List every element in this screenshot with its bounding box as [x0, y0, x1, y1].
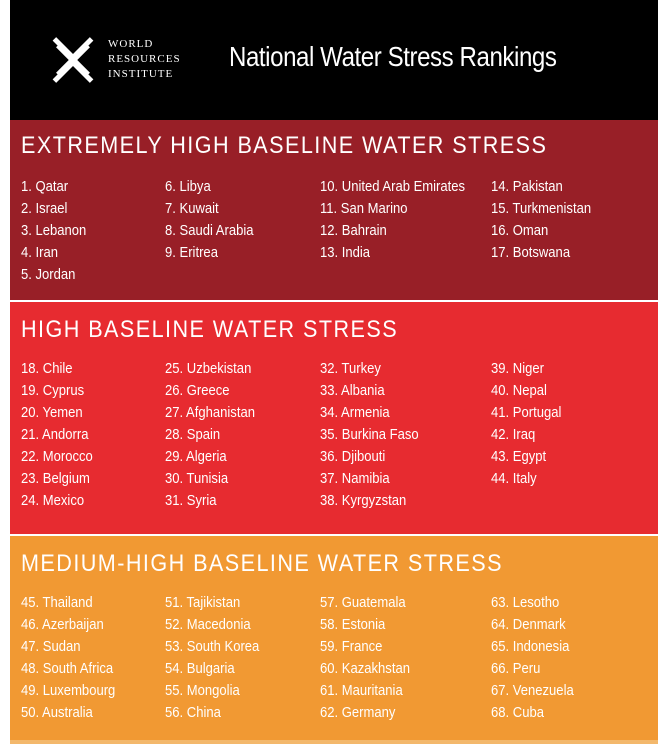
ranking-item: 42. Iraq [491, 427, 536, 443]
ranking-item: 8. Saudi Arabia [165, 223, 254, 239]
ranking-item: 47. Sudan [21, 639, 81, 655]
ranking-item: 60. Kazakhstan [320, 661, 410, 677]
ranking-item: 46. Azerbaijan [21, 617, 104, 633]
ranking-column [21, 358, 101, 512]
ranking-item: 62. Germany [320, 705, 396, 721]
ranking-item: 7. Kuwait [165, 201, 219, 217]
ranking-item: 16. Oman [491, 223, 549, 239]
wri-lattice-icon [48, 35, 98, 85]
ranking-item: 2. Israel [21, 201, 68, 217]
ranking-item: 41. Portugal [491, 405, 562, 421]
ranking-item: 36. Djibouti [320, 449, 386, 465]
ranking-item: 24. Mexico [21, 493, 85, 509]
ranking-item: 61. Mauritania [320, 683, 403, 699]
ranking-item: 27. Afghanistan [165, 405, 255, 421]
ranking-column [21, 592, 126, 724]
ranking-item: 52. Macedonia [165, 617, 251, 633]
ranking-item: 49. Luxembourg [21, 683, 116, 699]
logo-line: INSTITUTE [108, 68, 174, 80]
ranking-item: 44. Italy [491, 471, 537, 487]
section-title: HIGH BASELINE WATER STRESS [21, 316, 399, 343]
ranking-item: 67. Venezuela [491, 683, 574, 699]
ranking-column [165, 358, 265, 512]
ranking-column [165, 592, 270, 724]
ranking-item: 38. Kyrgyzstan [320, 493, 407, 509]
bottom-strip [10, 740, 658, 744]
ranking-item: 18. Chile [21, 361, 73, 377]
ranking-item: 31. Syria [165, 493, 217, 509]
logo-wordmark [108, 37, 181, 82]
ranking-item: 33. Albania [320, 383, 385, 399]
ranking-item: 50. Australia [21, 705, 93, 721]
logo-line: WORLD [108, 38, 154, 50]
ranking-item: 3. Lebanon [21, 223, 87, 239]
ranking-item: 43. Egypt [491, 449, 547, 465]
ranking-item: 4. Iran [21, 245, 58, 261]
ranking-column [491, 176, 602, 264]
ranking-item: 64. Denmark [491, 617, 566, 633]
ranking-item: 54. Bulgaria [165, 661, 235, 677]
section-extremely-high [10, 120, 658, 300]
ranking-item: 63. Lesotho [491, 595, 560, 611]
section-medium-high [10, 536, 658, 740]
ranking-item: 53. South Korea [165, 639, 260, 655]
ranking-item: 68. Cuba [491, 705, 544, 721]
ranking-item: 40. Nepal [491, 383, 547, 399]
ranking-column [21, 176, 94, 286]
ranking-item: 22. Morocco [21, 449, 93, 465]
section-title: MEDIUM-HIGH BASELINE WATER STRESS [21, 550, 503, 577]
ranking-item: 34. Armenia [320, 405, 390, 421]
ranking-item: 13. India [320, 245, 371, 261]
ranking-column [320, 176, 481, 264]
ranking-item: 20. Yemen [21, 405, 83, 421]
ranking-item: 51. Tajikistan [165, 595, 241, 611]
ranking-item: 55. Mongolia [165, 683, 240, 699]
ranking-item: 12. Bahrain [320, 223, 387, 239]
ranking-item: 19. Cyprus [21, 383, 85, 399]
ranking-item: 1. Qatar [21, 179, 69, 195]
header [10, 0, 658, 120]
page-title: National Water Stress Rankings [229, 41, 557, 72]
ranking-column [320, 358, 430, 512]
ranking-item: 59. France [320, 639, 383, 655]
ranking-item: 48. South Africa [21, 661, 114, 677]
ranking-column [491, 592, 583, 724]
ranking-item: 6. Libya [165, 179, 211, 195]
ranking-item: 57. Guatemala [320, 595, 406, 611]
ranking-item: 32. Turkey [320, 361, 381, 377]
ranking-item: 10. United Arab Emirates [320, 179, 466, 195]
ranking-item: 45. Thailand [21, 595, 93, 611]
section-title: EXTREMELY HIGH BASELINE WATER STRESS [21, 132, 548, 159]
ranking-item: 56. China [165, 705, 221, 721]
section-high [10, 302, 658, 534]
ranking-column [491, 358, 569, 490]
ranking-item: 58. Estonia [320, 617, 386, 633]
ranking-item: 30. Tunisia [165, 471, 229, 487]
ranking-item: 37. Namibia [320, 471, 390, 487]
ranking-item: 9. Eritrea [165, 245, 218, 261]
ranking-item: 21. Andorra [21, 427, 89, 443]
ranking-item: 17. Botswana [491, 245, 571, 261]
ranking-item: 39. Niger [491, 361, 544, 377]
ranking-item: 11. San Marino [320, 201, 408, 217]
ranking-item: 14. Pakistan [491, 179, 563, 195]
ranking-item: 65. Indonesia [491, 639, 570, 655]
ranking-column [165, 176, 263, 264]
ranking-column [320, 592, 420, 724]
ranking-item: 25. Uzbekistan [165, 361, 252, 377]
ranking-item: 26. Greece [165, 383, 230, 399]
logo-line: RESOURCES [108, 53, 181, 65]
ranking-item: 5. Jordan [21, 267, 76, 283]
ranking-item: 29. Algeria [165, 449, 227, 465]
ranking-item: 23. Belgium [21, 471, 90, 487]
ranking-item: 66. Peru [491, 661, 541, 677]
ranking-item: 35. Burkina Faso [320, 427, 419, 443]
ranking-item: 28. Spain [165, 427, 221, 443]
ranking-item: 15. Turkmenistan [491, 201, 592, 217]
